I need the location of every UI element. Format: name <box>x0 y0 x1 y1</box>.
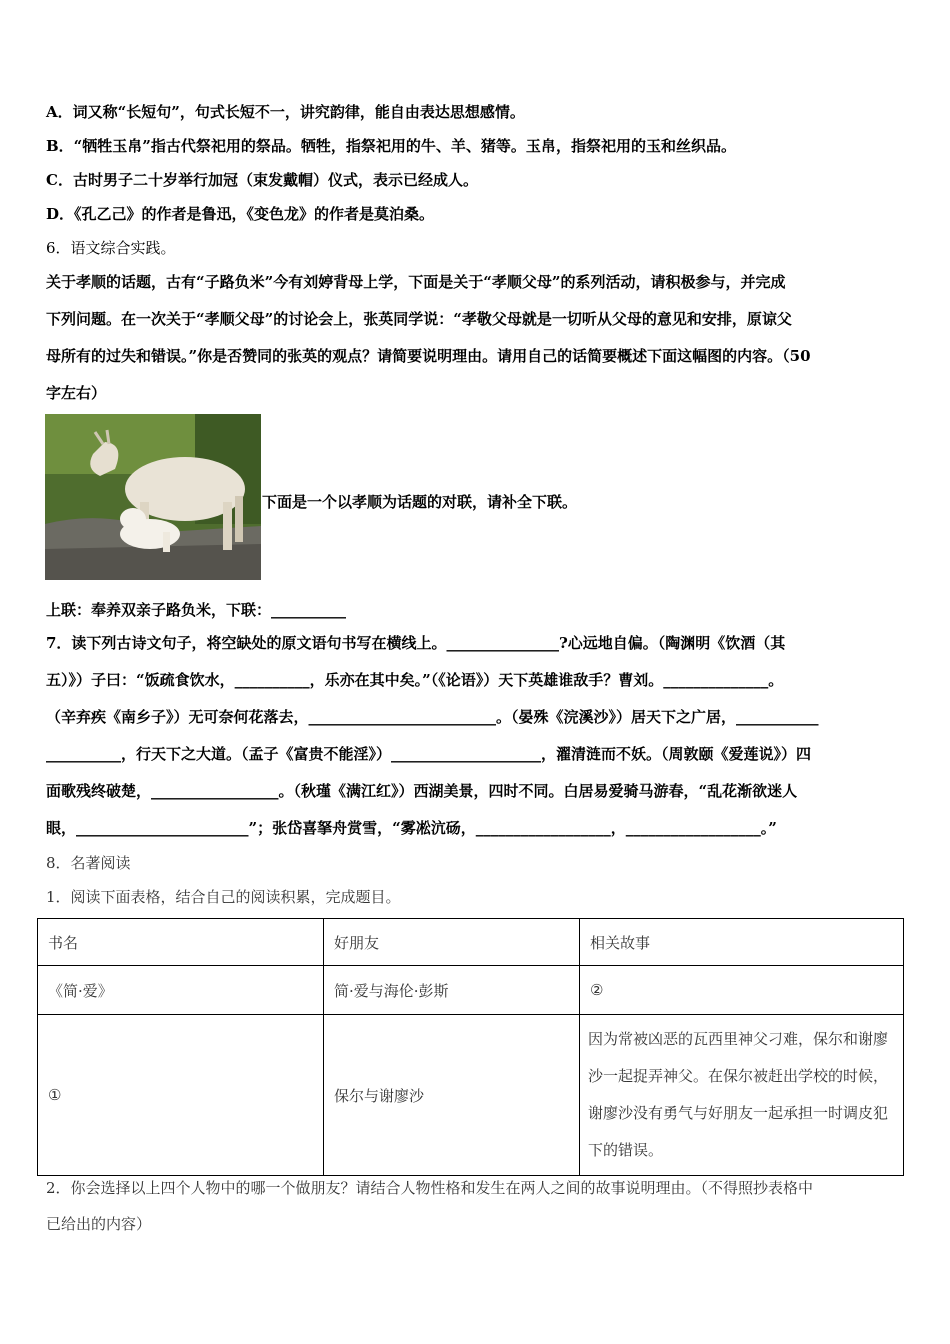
option-a: A．词又称“长短句”，句式长短不一，讲究韵律，能自由表达思想感情。 <box>46 103 525 121</box>
table-cell: 简·爱与海伦·彭斯 <box>324 966 580 1015</box>
goat-nursing-photo <box>45 414 261 580</box>
q8-sub2-line: 已给出的内容） <box>46 1215 152 1233</box>
q6-line: 下列问题。在一次关于“孝顺父母”的讨论会上，张英同学说：“孝敬父母就是一切听从父母的意见和安排，原谅父 <box>46 310 792 328</box>
table-cell: ① <box>38 1015 324 1176</box>
q6-title: 6．语文综合实践。 <box>46 239 176 257</box>
q7-line: 面歌残终破楚，_________________。（秋瑾《满江红》）西湖美景，四时不同。白居易爱骑马游春，“乱花渐欲迷人 <box>46 782 798 800</box>
table-cell: 因为常被凶恶的瓦西里神父刁难，保尔和谢廖沙一起捉弄神父。在保尔被赶出学校的时候，谢廖沙没有勇气与好朋友一起承担一时调皮犯下的错误。 <box>580 1015 904 1176</box>
header-story: 相关故事 <box>580 919 904 966</box>
header-book: 书名 <box>38 919 324 966</box>
q8-sub1: 1．阅读下面表格，结合自己的阅读积累，完成题目。 <box>46 888 401 906</box>
q7-line: __________，行天下之大道。（孟子《富贵不能淫》）____________________，濯清涟而不妖。（周敦颐《爱莲说》）四 <box>46 745 812 763</box>
option-b: B．“牺牲玉帛”指古代祭祀用的祭品。牺牲，指祭祀用的牛、羊、猪等。玉帛，指祭祀用的玉和丝织品。 <box>46 137 736 155</box>
header-friends: 好朋友 <box>324 919 580 966</box>
couplet-upper: 上联：奉养双亲子路负米，下联：__________ <box>46 601 347 619</box>
q7-line: （辛弃疾《南乡子》）无可奈何花落去，_________________________。（晏殊《浣溪沙》）居天下之广居，___________ <box>46 708 819 726</box>
table-cell: ② <box>580 966 904 1015</box>
q8-sub2-line: 2．你会选择以上四个人物中的哪一个做朋友？请结合人物性格和发生在两人之间的故事说明理由。（不得照抄表格中 <box>46 1179 814 1197</box>
q6-line: 母所有的过失和错误。”你是否赞同的张英的观点？请简要说明理由。请用自己的话简要概述下面这幅图的内容。（50 <box>46 347 811 365</box>
table-cell: 保尔与谢廖沙 <box>324 1015 580 1176</box>
q7-line: 五）》）子曰：“饭疏食饮水，__________，乐亦在其中矣。”（《论语》）天下英雄谁敌手？曹刘。______________。 <box>46 671 784 689</box>
q7-line: 眼，_______________________”；张岱喜拏舟赏雪，“雾凇沆砀，__________________，__________________。” <box>46 819 777 837</box>
couplet-caption: 下面是一个以孝顺为话题的对联，请补全下联。 <box>262 493 578 511</box>
option-c: C．古时男子二十岁举行加冠（束发戴帽）仪式，表示已经成人。 <box>46 171 478 189</box>
table-cell: 《简·爱》 <box>38 966 324 1015</box>
q8-title: 8．名著阅读 <box>46 854 131 872</box>
reading-table <box>37 918 904 1176</box>
option-d: D．《孔乙己》的作者是鲁迅，《变色龙》的作者是莫泊桑。 <box>46 205 435 223</box>
q6-line: 关于孝顺的话题，古有“子路负米”今有刘婷背母上学，下面是关于“孝顺父母”的系列活动，请积极参与，并完成 <box>46 273 786 291</box>
q6-line: 字左右） <box>46 384 107 402</box>
q7-line: 7．读下列古诗文句子，将空缺处的原文语句书写在横线上。_______________?心远地自偏。（陶渊明《饮酒（其 <box>46 634 786 652</box>
